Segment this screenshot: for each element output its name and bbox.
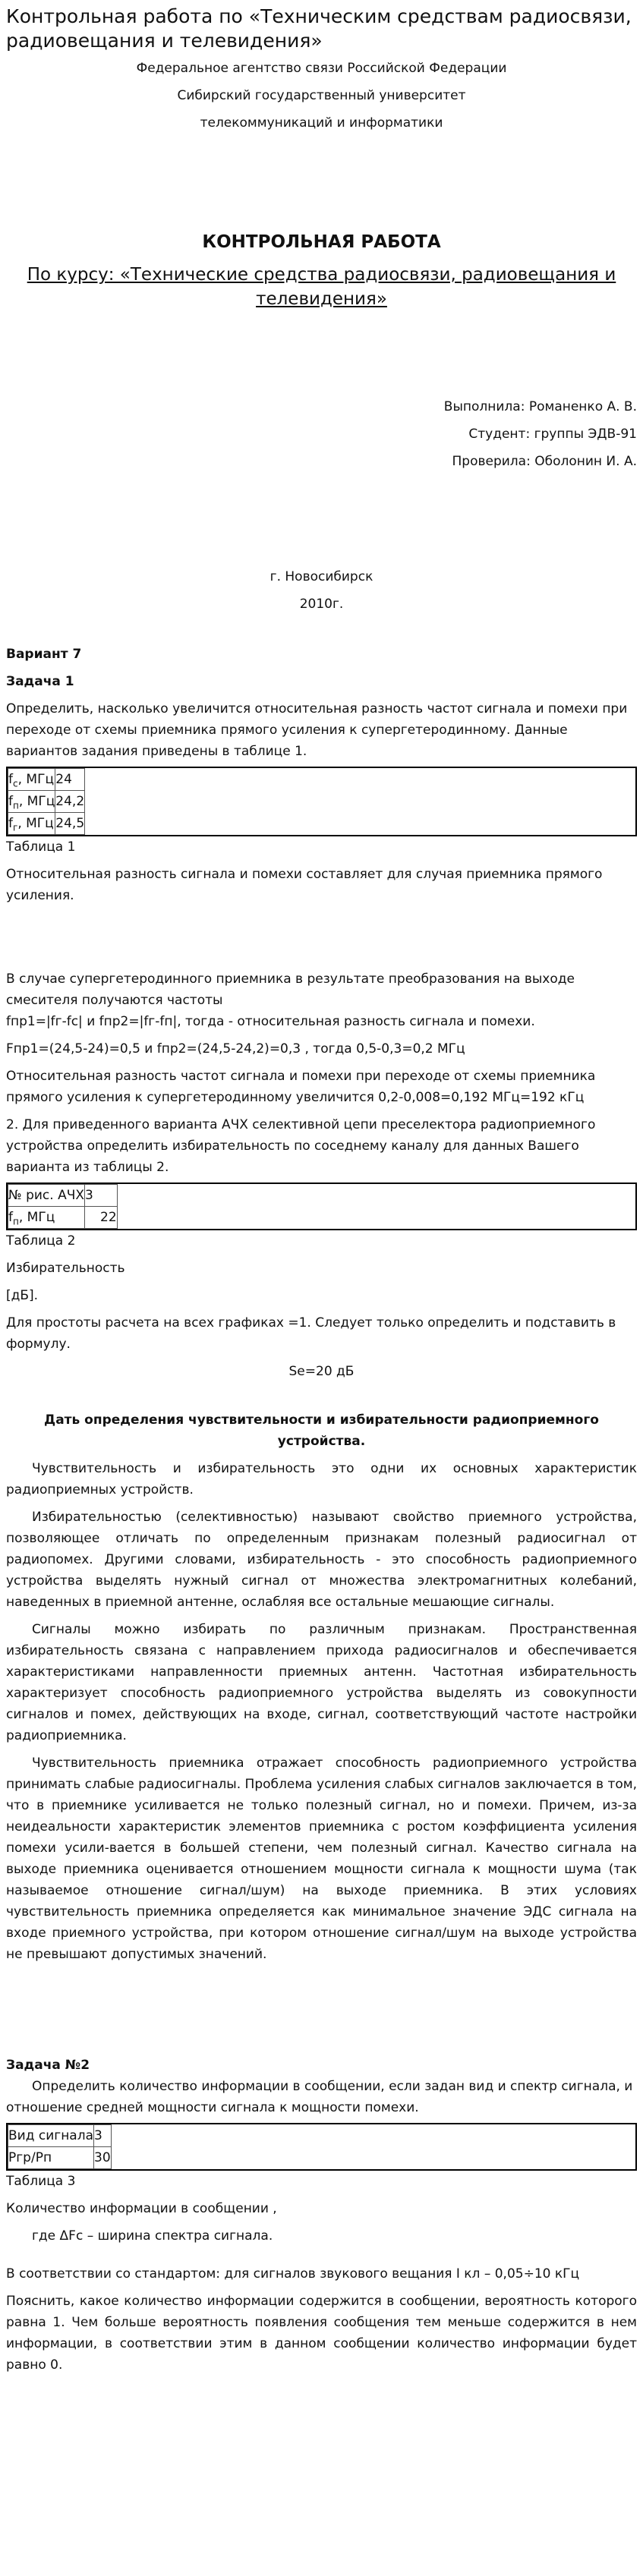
table-cell-label: $f_п$, МГц [8,1207,85,1229]
task1-paragraph: Относительная разность сигнала и помехи составляет для случая приемника прямого усиления. [6,867,603,903]
spacer [6,906,637,968]
table-cell-value: 22 [85,1207,118,1229]
table-row [8,1185,118,1207]
table-cell-value: 24,5 [55,813,85,835]
table-cell-value: 3 [85,1185,118,1207]
task1-formula-line: fпр1=|fг-fc| и fпр2=|fг-fп|, тогда - относительная разность сигнала и помехи. [6,1014,535,1029]
table-row [8,791,85,813]
table-cell-value: 24 [55,769,85,791]
task1-paragraph: В случае супергетеродинного приемника в результате преобразования на выходе смесителя получаются частоты [6,972,575,1008]
document-title: Контрольная работа по «Техническим средствам радиосвязи, радиовещания и телевидения» [6,5,632,52]
table-2 [6,1183,637,1230]
table-cell-label: Ргр/Рп [8,2147,94,2169]
definitions-heading: Дать определения чувствительности и избирательности радиоприемного устройства. [44,1412,599,1449]
spacer [6,472,637,566]
spacer [6,1382,637,1409]
table-row [8,2125,112,2147]
table-1-caption: Таблица 1 [6,839,76,855]
task2-formula: Se=20 дБ [288,1364,355,1379]
spacer [6,311,637,396]
task-n2-intro: Определить количество информации в сообщении, если задан вид и спектр сигнала, и отношение средней мощности сигнала к мощности помехи. [6,2079,633,2115]
spacer [6,1965,637,2055]
variant-label: Вариант 7 [6,647,82,662]
table-cell-label: $f_г$, МГц [8,813,55,835]
year: 2010г. [299,597,344,612]
task-n2-paragraph: Пояснить, какое количество информации содержится в сообщении, вероятность которого равна 1. Чем больше вероятность появления сообщения тем меньше содержится в нем информации, в соответствии этим в данном сообщении количество информации будет равно 0. [6,2294,637,2373]
table-row [8,769,85,791]
header-line-university: Сибирский государственный университет [177,88,466,103]
task1-intro: Определить, насколько увеличится относительная разность частот сигнала и помехи при переходе от схемы приемника прямого усиления к супергетеродинному. Данные вариантов задания приведены в таблице 1. [6,701,628,759]
table-cell-value: 3 [94,2125,112,2147]
signature-checked-by: Проверила: Оболонин И. А. [452,454,637,469]
table-cell-label: Вид сигнала [8,2125,94,2147]
definitions-paragraph: Чувствительность приемника отражает способность радиоприемного устройства принимать слабые радиосигналы. Проблема усиления слабых сигналов заключается в том, что в приемнике усиливается не только полезный сигнал, но и помехи. Причем, из-за неидеальности характеристик элементов приемника с ростом коэффициента усиления помехи усили-вается в большей степени, чем полезный сигнал. Качество сигнала на выходе приемника оценивается отношением мощности сигнала к мощности шума (так называемое отношение сигнал/шум) на выходе приемника. В этих условиях чувствительность приемника определяется как минимальное значение ЭДС сигнала на входе приемного устройства, при котором отношение сигнал/шум на выходе устройства не превышают допустимых значений. [6,1756,637,1962]
task-n2-paragraph: В соответствии со стандартом: для сигналов звукового вещания I кл – 0,05÷10 кГц [6,2266,580,2282]
course-title: По курсу: «Технические средства радиосвязи, радиовещания и телевидения» [27,265,616,309]
task1-formula-line: Fпр1=(24,5-24)=0,5 и fпр2=(24,5-24,2)=0,3 , тогда 0,5-0,3=0,2 МГц [6,1041,465,1057]
table-row [8,813,85,835]
table-cell-value: 30 [94,2147,112,2169]
task1-heading: Задача 1 [6,674,74,689]
table-3-caption: Таблица 3 [6,2174,76,2189]
task-n2-paragraph: Количество информации в сообщении , [6,2201,277,2216]
signature-done-by: Выполнила: Романенко А. В. [443,399,637,414]
signature-student: Студент: группы ЭДВ-91 [468,427,637,442]
header-line-faculty: телекоммуникаций и информатики [200,115,443,131]
table-cell-label: $f_c$, МГц [8,769,55,791]
table-row [8,2147,112,2169]
table-row [8,1207,118,1229]
definitions-paragraph: Чувствительность и избирательность это одни их основных характеристик радиоприемных устройств. [6,1461,637,1497]
table-3 [6,2123,637,2171]
spacer [6,134,637,231]
table-2-caption: Таблица 2 [6,1233,76,1249]
table-cell-label: № рис. АЧХ [8,1185,85,1207]
definitions-paragraph: Избирательностью (селективностью) называют свойство приемного устройства, позволяющее отличать по определенным признакам полезный радиосигнал от радиопомех. Другими словами, избирательность - это способность радиоприемного устройства выделять нужный сигнал от множества электромагнитных колебаний, наведенных в приемной антенне, ослабляя все остальные мешающие сигналы. [6,1510,637,1610]
spacer [6,2376,637,2383]
task1-conclusion: Относительная разность частот сигнала и помехи при переходе от схемы приемника прямого усиления к супергетеродинному увеличится 0,2-0,008=0,192 МГц=192 кГц [6,1069,596,1105]
city: г. Новосибирск [269,569,374,584]
task2-paragraph: Избирательность [6,1261,125,1276]
document [0,5,643,2383]
task2-intro: 2. Для приведенного варианта АЧХ селективной цепи преселектора радиоприемного устройства определить избирательность по соседнему каналу для данных Вашего варианта из таблицы 2. [6,1117,596,1175]
main-title: КОНТРОЛЬНАЯ РАБОТА [202,232,441,252]
table-cell-value: 24,2 [55,791,85,813]
table-1 [6,767,637,836]
table-cell-label: $f_п$, МГц [8,791,55,813]
task-n2-paragraph: где ΔFc – ширина спектра сигнала. [32,2228,273,2244]
task2-paragraph: Для простоты расчета на всех графиках =1. Следует только определить и подставить в формулу. [6,1315,616,1352]
task-n2-heading: Задача №2 [6,2058,90,2073]
spacer [6,615,637,644]
header-line-agency: Федеральное агентство связи Российской Федерации [136,61,507,76]
task2-paragraph: [дБ]. [6,1288,39,1303]
definitions-paragraph: Сигналы можно избирать по различным признакам. Пространственная избирательность связана с направлением прихода радиосигналов и обеспечивается характеристиками направленности приемных антенн. Частотная избирательность характеризует способность радиоприемного устройства выделять из совокупности сигналов и помех, действующих на входе, сигнал, соответствующий частоте настройки радиоприемника. [6,1622,637,1743]
